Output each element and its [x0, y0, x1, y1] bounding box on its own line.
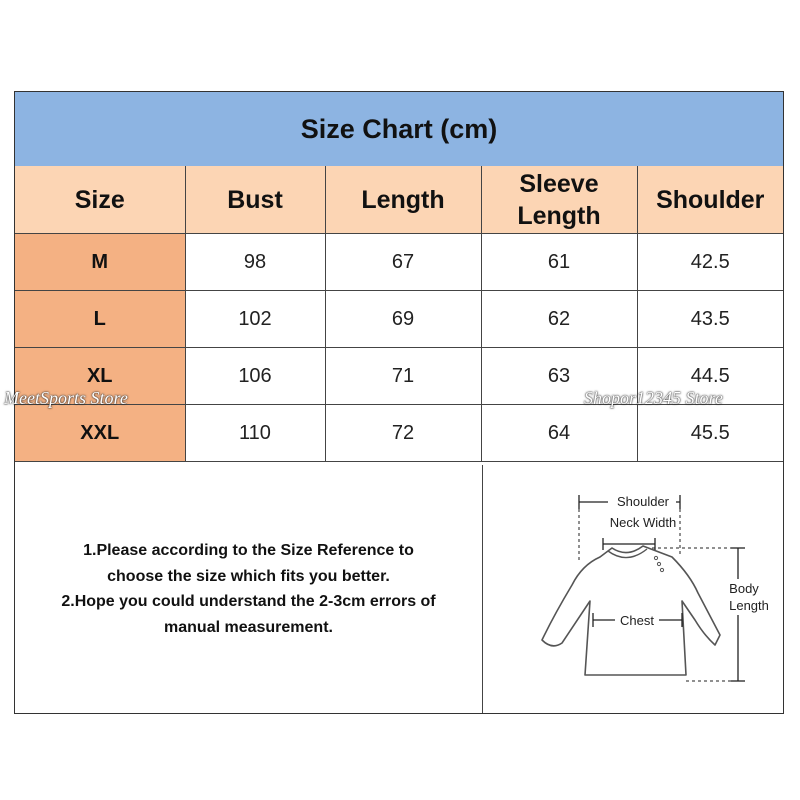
table-row: [15, 291, 783, 348]
note-line: manual measurement.: [164, 618, 333, 636]
length-cell: 67: [325, 234, 481, 291]
body-length-label-2: Length: [729, 598, 769, 613]
sleeve-cell: 62: [481, 291, 637, 348]
size-cell: XL: [15, 348, 185, 405]
body-length-label-1: Body: [729, 581, 759, 596]
length-cell: 69: [325, 291, 481, 348]
header-sleeve-length-label: Sleeve Length: [517, 169, 601, 230]
shoulder-cell: 42.5: [637, 234, 783, 291]
header-length: Length: [325, 166, 481, 234]
shoulder-cell: 44.5: [637, 348, 783, 405]
sleeve-cell: 63: [481, 348, 637, 405]
bust-cell: 110: [185, 405, 325, 462]
measurement-diagram: [482, 465, 783, 713]
shoulder-cell: 45.5: [637, 405, 783, 462]
header-bust: Bust: [185, 166, 325, 234]
watermark-left: MeetSports Store: [4, 388, 128, 408]
chart-title: Size Chart (cm): [15, 92, 783, 167]
note-line: choose the size which fits you better.: [107, 567, 390, 585]
shoulder-cell: 43.5: [637, 291, 783, 348]
bust-cell: 102: [185, 291, 325, 348]
sleeve-cell: 64: [481, 405, 637, 462]
chest-label: Chest: [620, 613, 654, 628]
header-row: [15, 166, 783, 234]
shoulder-label: Shoulder: [616, 494, 670, 509]
watermark-right: Shopor12345 Store: [584, 388, 723, 408]
sweater-outline: [542, 546, 720, 675]
bust-cell: 98: [185, 234, 325, 291]
sweater-measure-svg: [482, 465, 783, 713]
sweater-button: [654, 556, 657, 559]
note-line: 2.Hope you could understand the 2-3cm errors of: [61, 593, 436, 610]
table-row: [15, 405, 783, 462]
length-cell: 72: [325, 405, 481, 462]
notes-panel: [15, 465, 483, 713]
header-size: Size: [15, 166, 185, 234]
table-row: [15, 234, 783, 291]
size-cell: L: [15, 291, 185, 348]
size-table: [15, 166, 783, 462]
note-line: 1.Please according to the Size Reference to: [83, 542, 414, 559]
length-cell: 71: [325, 348, 481, 405]
header-shoulder: Shoulder: [637, 166, 783, 234]
header-sleeve-length: [481, 166, 637, 234]
sleeve-cell: 61: [481, 234, 637, 291]
notes-text: [61, 538, 435, 640]
neck-width-label: Neck Width: [609, 515, 677, 530]
size-cell: XXL: [15, 405, 185, 462]
bust-cell: 106: [185, 348, 325, 405]
sweater-button: [657, 562, 660, 565]
sweater-button: [660, 568, 663, 571]
size-cell: M: [15, 234, 185, 291]
